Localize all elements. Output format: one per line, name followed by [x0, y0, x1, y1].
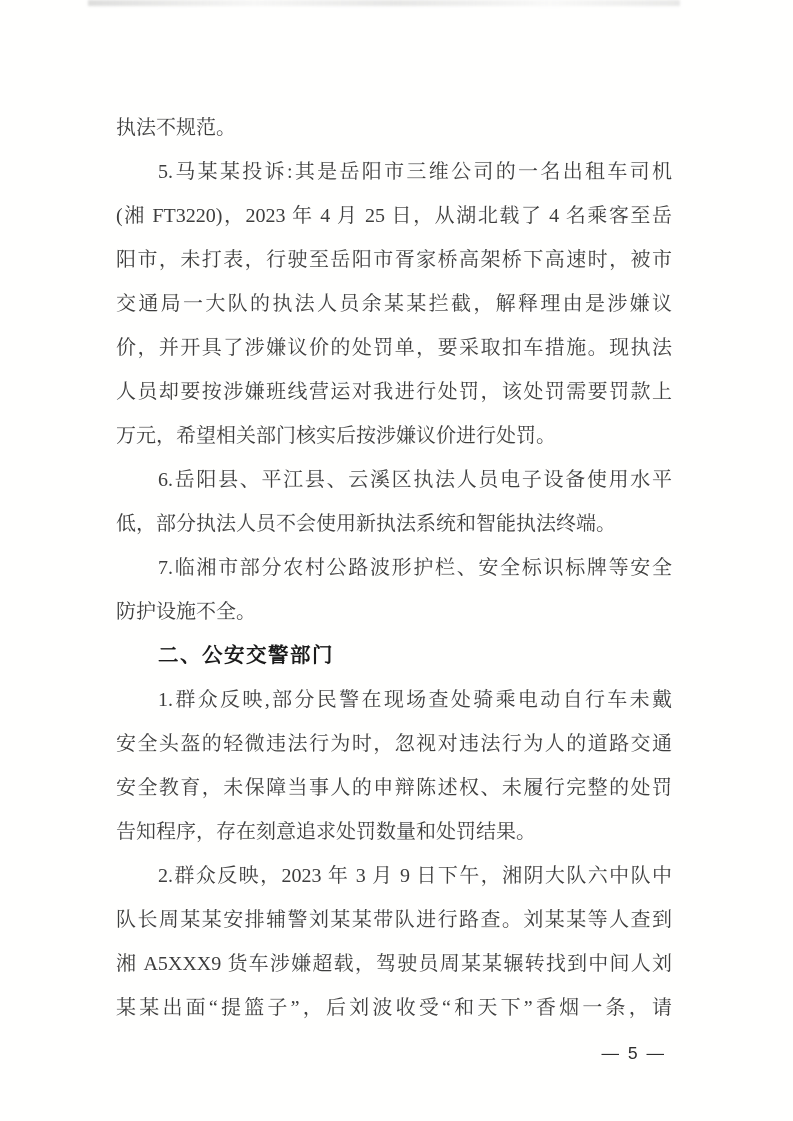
text-line: 交通局一大队的执法人员余某某拦截，解释理由是涉嫌议 — [116, 293, 672, 315]
text-line: 执法不规范。 — [116, 117, 236, 139]
text-line: 安全教育，未保障当事人的申辩陈述权、未履行完整的处罚 — [116, 777, 672, 799]
text-line: 阳市，未打表，行驶至岳阳市胥家桥高架桥下高速时，被市 — [116, 249, 672, 271]
text-line: 某某出面“提篮子”，后刘波收受“和天下”香烟一条，请 — [116, 997, 672, 1019]
text-line: 人员却要按涉嫌班线营运对我进行处罚，该处罚需要罚款上 — [116, 381, 672, 403]
text-line: 低，部分执法人员不会使用新执法系统和智能执法终端。 — [116, 513, 616, 535]
text-line: 6.岳阳县、平江县、云溪区执法人员电子设备使用水平 — [158, 469, 672, 491]
text-line: 队长周某某安排辅警刘某某带队进行路查。刘某某等人查到 — [116, 909, 672, 931]
text-line: 万元，希望相关部门核实后按涉嫌议价进行处罚。 — [116, 425, 556, 447]
text-line: 1.群众反映,部分民警在现场查处骑乘电动自行车未戴 — [158, 689, 672, 711]
text-line: 价，并开具了涉嫌议价的处罚单，要采取扣车措施。现执法 — [116, 337, 672, 359]
text-line: 2.群众反映，2023 年 3 月 9 日下午，湘阴大队六中队中 — [158, 865, 672, 887]
text-line: (湘 FT3220)，2023 年 4 月 25 日，从湖北载了 4 名乘客至岳 — [116, 205, 672, 227]
page-number: — 5 — — [601, 1043, 666, 1063]
text-line: 5.马某某投诉:其是岳阳市三维公司的一名出租车司机 — [158, 161, 672, 183]
document-body — [116, 106, 672, 1030]
text-line: 安全头盔的轻微违法行为时，忽视对违法行为人的道路交通 — [116, 733, 672, 755]
section-heading: 二、公安交警部门 — [158, 644, 334, 667]
text-line: 湘 A5XXX9 货车涉嫌超载，驾驶员周某某辗转找到中间人刘 — [116, 953, 672, 975]
scan-artifact-line — [88, 0, 680, 6]
text-line: 7.临湘市部分农村公路波形护栏、安全标识标牌等安全 — [158, 557, 672, 579]
text-line: 告知程序，存在刻意追求处罚数量和处罚结果。 — [116, 821, 536, 843]
text-line: 防护设施不全。 — [116, 601, 256, 623]
